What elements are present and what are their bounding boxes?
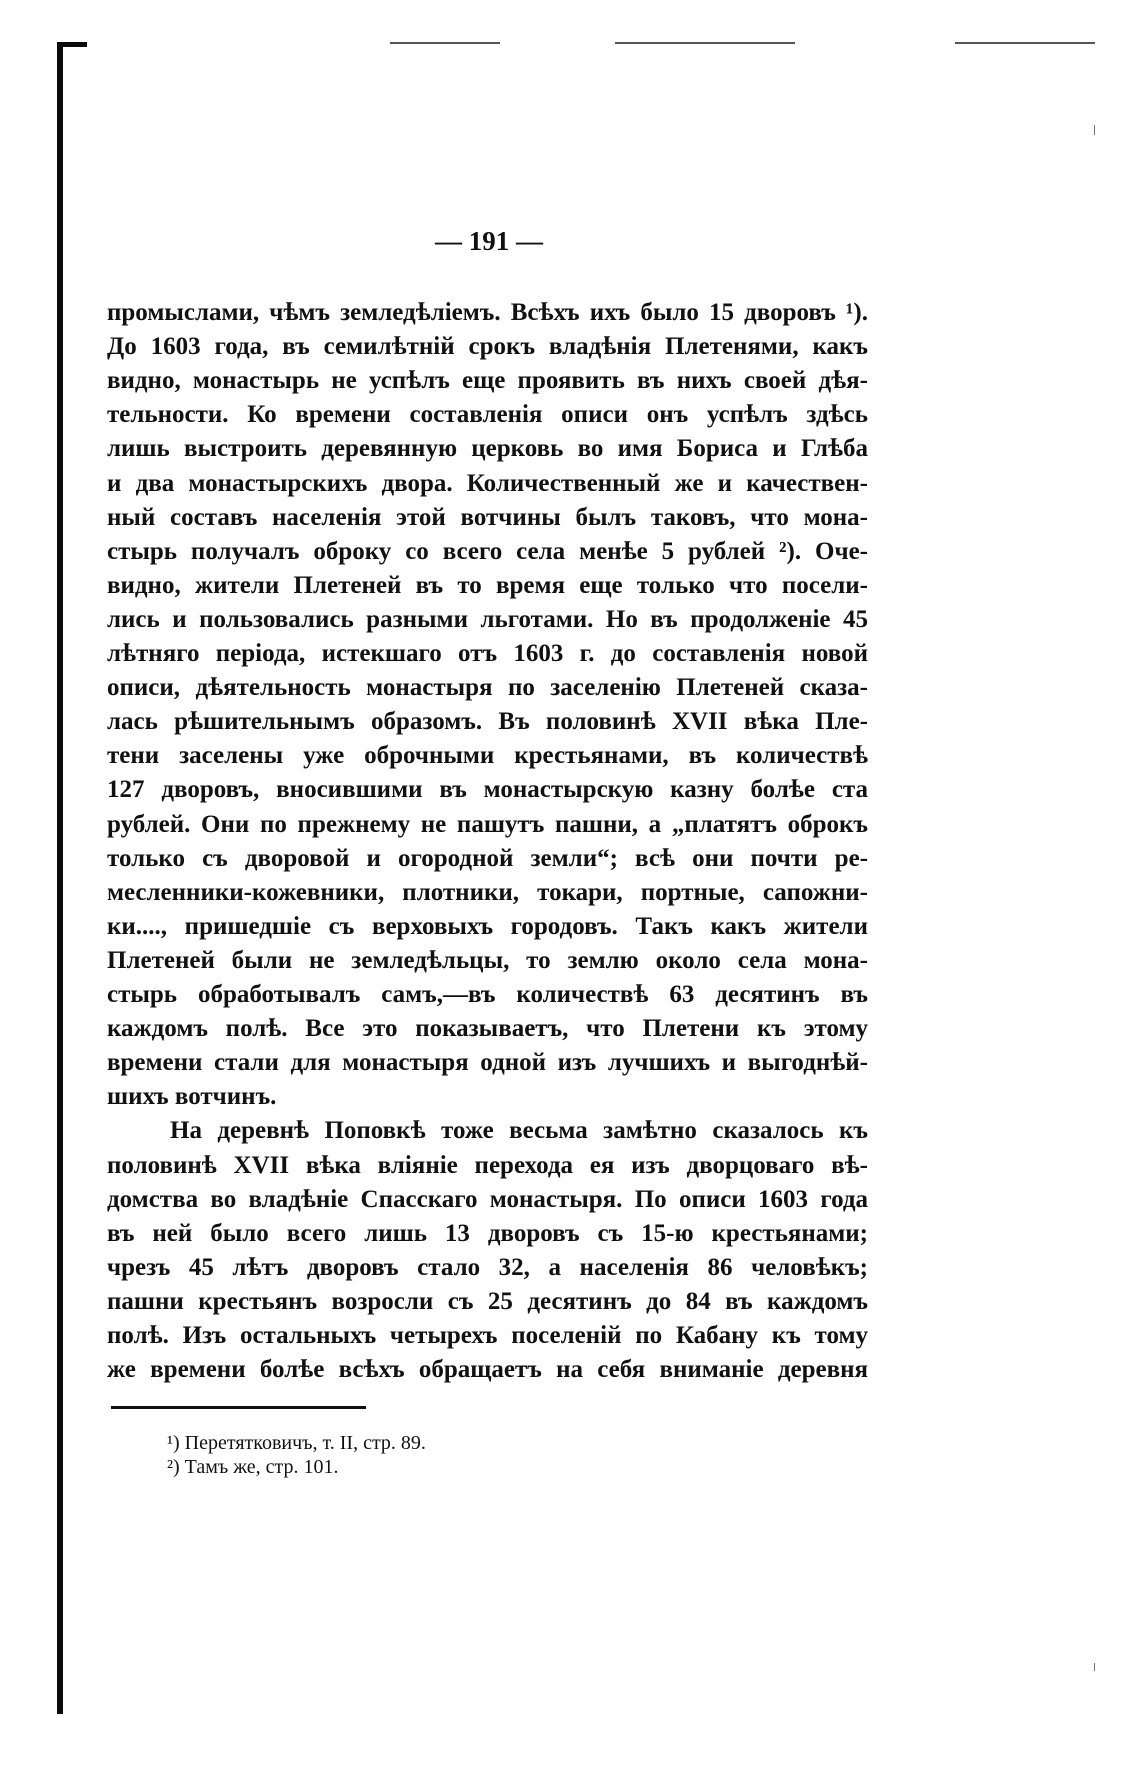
text-line-content: До 1603 года, въ семилѣтній срокъ владѣнія Плетенями, какъ	[107, 333, 868, 361]
text-line-content: видно, жители Плетеней въ то время еще только что посели-	[107, 571, 868, 599]
text-line	[170, 1114, 868, 1148]
text-line	[107, 1319, 868, 1353]
text-line-content: рублей. Они по прежнему не пашутъ пашни, а „платятъ оброкъ	[107, 810, 868, 838]
text-line-content: же времени болѣе всѣхъ обращаетъ на себя вниманіе деревня	[107, 1356, 868, 1384]
text-line	[107, 910, 868, 944]
text-line-content: только съ дворовой и огородной земли“; всѣ они почти ре-	[107, 844, 868, 872]
footnote-separator	[111, 1406, 366, 1409]
text-line-content: лась рѣшительнымъ образомъ. Въ половинѣ XVII вѣка Пле-	[107, 708, 868, 736]
text-line	[107, 944, 868, 978]
top-scan-rule	[955, 42, 1095, 44]
edge-mark	[1094, 1663, 1095, 1671]
text-line-content: въ ней было всего лишь 13 дворовъ съ 15-ю крестьянами;	[107, 1219, 868, 1247]
text-line	[107, 501, 868, 535]
text-line	[107, 705, 868, 739]
text-line	[107, 330, 868, 364]
edge-mark	[1094, 125, 1095, 135]
text-line	[107, 1285, 868, 1319]
text-line	[107, 1080, 868, 1114]
text-line	[107, 876, 868, 910]
text-line-content: ки...., пришедшіе съ верховыхъ городовъ. Такъ какъ жители	[107, 912, 868, 940]
text-line	[107, 1217, 868, 1251]
text-line-content: видно, монастырь не успѣлъ еще проявить въ нихъ своей дѣя-	[107, 367, 868, 395]
text-line	[107, 603, 868, 637]
text-line	[107, 1046, 868, 1080]
text-line	[107, 671, 868, 705]
text-line-content: шихъ вотчинъ.	[107, 1083, 277, 1111]
text-line-content: месленники-кожевники, плотники, токари, портные, сапожни-	[107, 878, 868, 906]
footnote-2: ²) Тамъ же, стр. 101.	[167, 1456, 339, 1478]
text-line	[107, 808, 868, 842]
text-line	[107, 1149, 868, 1183]
page-number: — 191 —	[435, 226, 543, 256]
text-line-content: лись и пользовались разными льготами. Но въ продолженіе 45	[107, 605, 868, 633]
text-line	[107, 569, 868, 603]
text-line-content: каждомъ полѣ. Все это показываетъ, что Плетени къ этому	[107, 1015, 868, 1043]
text-line-content: Плетеней были не земледѣльцы, то землю около села мона-	[107, 946, 868, 974]
page-corner-mark	[57, 42, 87, 47]
text-line	[107, 1012, 868, 1046]
page-left-border	[57, 44, 63, 1714]
text-line	[107, 398, 868, 432]
top-scan-rule	[390, 42, 500, 44]
text-line-content: На деревнѣ Поповкѣ тоже весьма замѣтно сказалось къ	[170, 1117, 868, 1145]
text-line	[107, 1183, 868, 1217]
text-line-content: домства во владѣніе Спасскаго монастыря. По описи 1603 года	[107, 1185, 868, 1213]
text-line	[107, 467, 868, 501]
text-line	[107, 773, 868, 807]
text-line-content: промыслами, чѣмъ земледѣліемъ. Всѣхъ ихъ было 15 дворовъ ¹).	[107, 299, 868, 326]
text-line-content: тени заселены уже оброчными крестьянами, въ количествѣ	[107, 742, 868, 770]
text-line-content: половинѣ XVII вѣка вліяніе перехода ея изъ дворцоваго вѣ-	[107, 1151, 868, 1179]
text-line-content: описи, дѣятельность монастыря по заселенію Плетеней сказа-	[107, 674, 868, 702]
text-line	[107, 1251, 868, 1285]
text-line-content: ный составъ населенія этой вотчины былъ таковъ, что мона-	[107, 503, 868, 531]
text-line	[107, 296, 868, 330]
text-line	[107, 978, 868, 1012]
text-line	[107, 637, 868, 671]
text-line	[107, 364, 868, 398]
text-line-content: 127 дворовъ, вносившими въ монастырскую казну болѣе ста	[107, 776, 868, 804]
text-line-content: времени стали для монастыря одной изъ лучшихъ и выгоднѣй-	[107, 1049, 868, 1077]
text-line	[107, 535, 868, 569]
text-line-content: лѣтняго періода, истекшаго отъ 1603 г. до составленія новой	[107, 640, 868, 667]
top-scan-rule	[615, 42, 795, 44]
text-line-content: стырь получалъ оброку со всего села менѣе 5 рублей ²). Оче-	[107, 537, 868, 565]
text-line-content: полѣ. Изъ остальныхъ четырехъ поселеній по Кабану къ тому	[107, 1322, 868, 1349]
text-line-content: тельности. Ко времени составленія описи онъ успѣлъ здѣсь	[107, 401, 868, 429]
text-line-content: стырь обработывалъ самъ,—въ количествѣ 63 десятинъ въ	[107, 981, 868, 1008]
text-line	[107, 739, 868, 773]
text-line-content: и два монастырскихъ двора. Количественный же и качествен-	[107, 469, 868, 497]
text-line-content: лишь выстроить деревянную церковь во имя Бориса и Глѣба	[107, 435, 868, 463]
footnote-1: ¹) Перетятковичъ, т. II, стр. 89.	[167, 1432, 426, 1454]
text-line	[107, 1353, 868, 1387]
text-line-content: чрезъ 45 лѣтъ дворовъ стало 32, а населенія 86 человѣкъ;	[107, 1253, 868, 1281]
text-line-content: пашни крестьянъ возросли съ 25 десятинъ до 84 въ каждомъ	[107, 1287, 868, 1315]
text-line	[107, 842, 868, 876]
text-line	[107, 432, 868, 466]
